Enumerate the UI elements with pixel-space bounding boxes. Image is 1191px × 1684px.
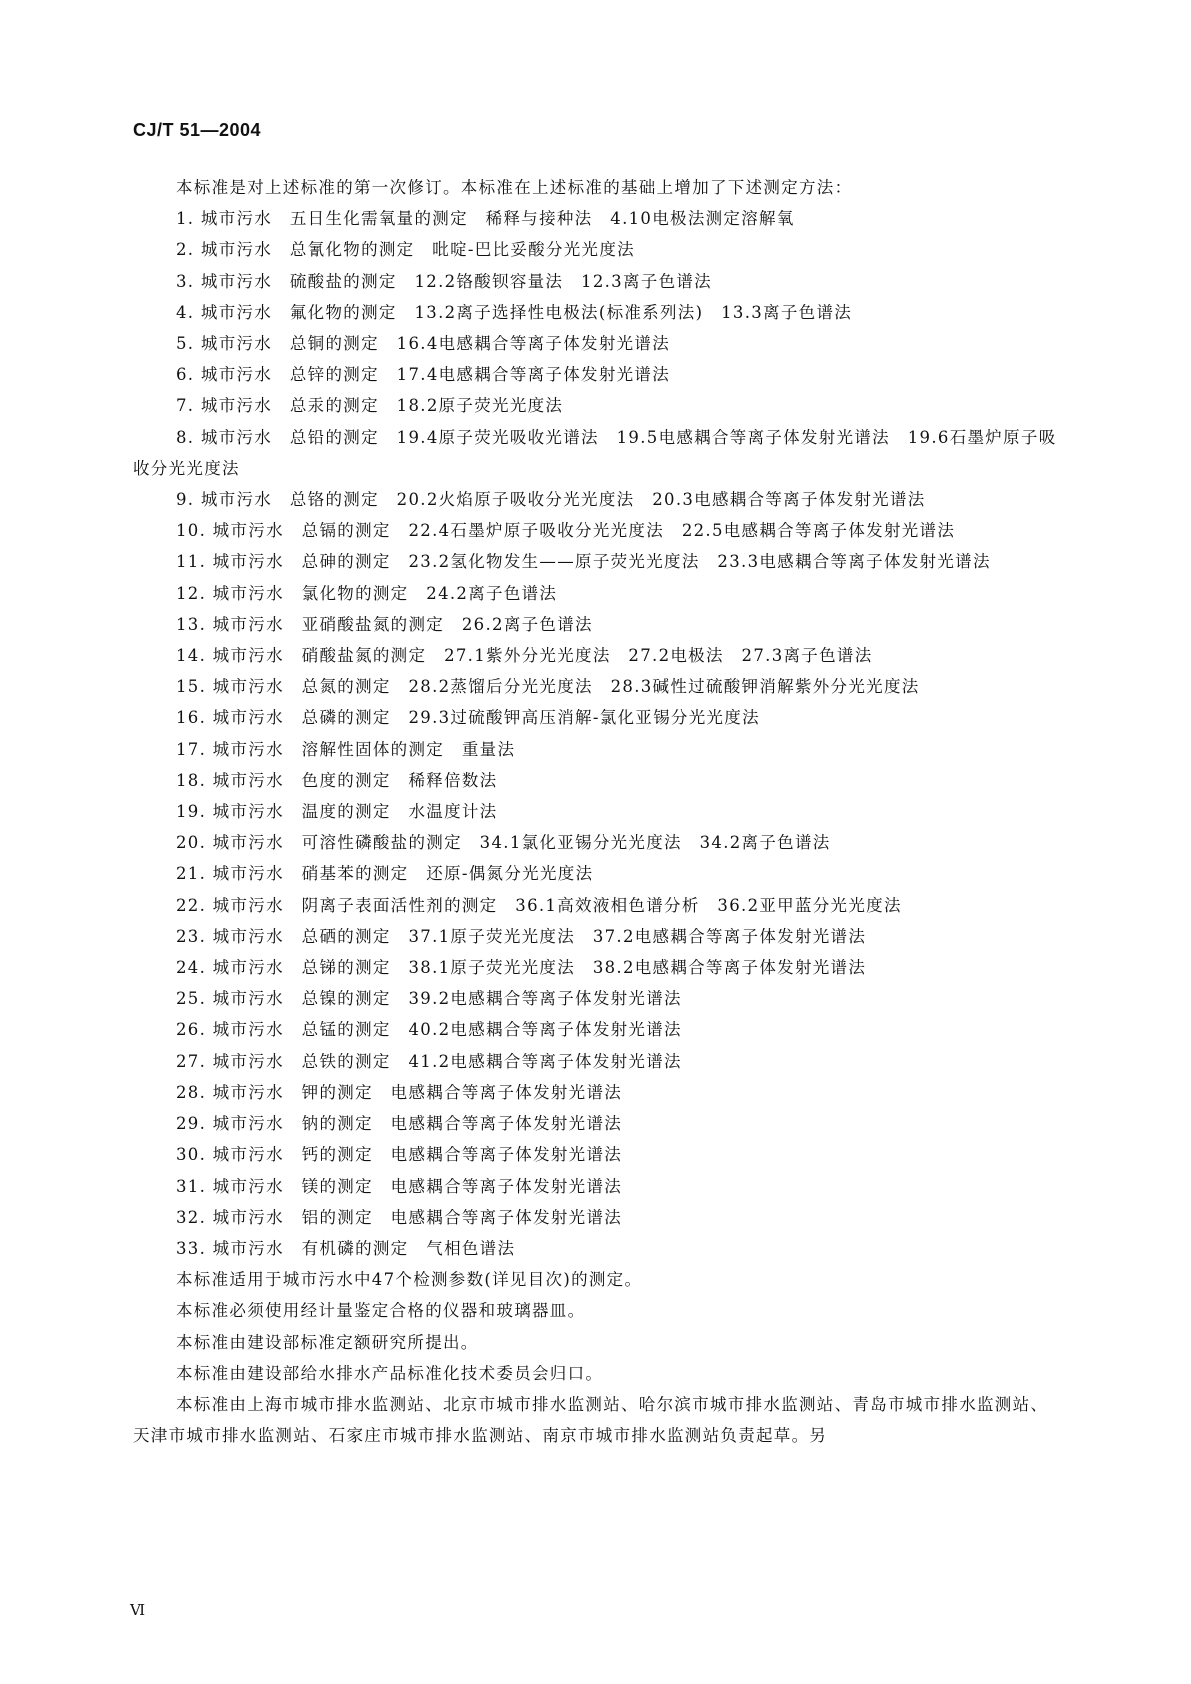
method-item: 31. 城市污水 镁的测定 电感耦合等离子体发射光谱法 xyxy=(176,1176,623,1196)
method-item: 33. 城市污水 有机磷的测定 气相色谱法 xyxy=(176,1238,516,1258)
method-item: 2. 城市污水 总氰化物的测定 吡啶-巴比妥酸分光光度法 xyxy=(176,240,635,260)
closing-paragraph: 本标准由建设部给水排水产品标准化技术委员会归口。 xyxy=(176,1363,604,1383)
method-item: 3. 城市污水 硫酸盐的测定 12.2铬酸钡容量法 12.3离子色谱法 xyxy=(176,271,712,291)
standard-code: CJ/T 51—2004 xyxy=(133,120,262,140)
intro-paragraph: 本标准是对上述标准的第一次修订。本标准在上述标准的基础上增加了下述测定方法： xyxy=(176,178,853,197)
method-item: 27. 城市污水 总铁的测定 41.2电感耦合等离子体发射光谱法 xyxy=(176,1051,682,1071)
closing-paragraph: 本标准必须使用经计量鉴定合格的仪器和玻璃器皿。 xyxy=(176,1301,586,1321)
method-item: 24. 城市污水 总锑的测定 38.1原子荧光光度法 38.2电感耦合等离子体发射光谱法 xyxy=(176,958,867,978)
method-item: 22. 城市污水 阴离子表面活性剂的测定 36.1高效液相色谱分析 36.2亚甲蓝分光光度法 xyxy=(176,895,902,915)
method-item: 5. 城市污水 总铜的测定 16.4电感耦合等离子体发射光谱法 xyxy=(176,334,671,354)
method-item: 9. 城市污水 总铬的测定 20.2火焰原子吸收分光光度法 20.3电感耦合等离子体发射光谱法 xyxy=(176,490,926,510)
method-item: 25. 城市污水 总镍的测定 39.2电感耦合等离子体发射光谱法 xyxy=(176,989,682,1009)
closing-paragraph: 本标准由建设部标准定额研究所提出。 xyxy=(176,1332,479,1352)
method-item: 14. 城市污水 硝酸盐氮的测定 27.1紫外分光光度法 27.2电极法 27.3离子色谱法 xyxy=(176,646,873,666)
method-item: 30. 城市污水 钙的测定 电感耦合等离子体发射光谱法 xyxy=(176,1145,623,1165)
method-item: 12. 城市污水 氯化物的测定 24.2离子色谱法 xyxy=(176,583,558,603)
method-list xyxy=(133,203,1057,1264)
method-item: 10. 城市污水 总镉的测定 22.4石墨炉原子吸收分光光度法 22.5电感耦合等离子体发射光谱法 xyxy=(176,521,956,541)
method-item: 20. 城市污水 可溶性磷酸盐的测定 34.1氯化亚锡分光光度法 34.2离子色谱法 xyxy=(176,833,831,853)
page-number: Ⅵ xyxy=(130,1601,147,1619)
method-item: 11. 城市污水 总砷的测定 23.2氢化物发生——原子荧光光度法 23.3电感耦合等离子体发射光谱法 xyxy=(176,552,991,572)
method-item: 21. 城市污水 硝基苯的测定 还原-偶氮分光光度法 xyxy=(176,864,594,884)
method-item: 15. 城市污水 总氮的测定 28.2蒸馏后分光光度法 28.3碱性过硫酸钾消解紫外分光光度法 xyxy=(176,677,920,697)
method-item: 17. 城市污水 溶解性固体的测定 重量法 xyxy=(176,739,516,759)
method-item: 26. 城市污水 总锰的测定 40.2电感耦合等离子体发射光谱法 xyxy=(176,1020,682,1040)
method-item: 16. 城市污水 总磷的测定 29.3过硫酸钾高压消解-氯化亚锡分光光度法 xyxy=(176,708,760,728)
method-item: 13. 城市污水 亚硝酸盐氮的测定 26.2离子色谱法 xyxy=(176,614,593,634)
method-item: 6. 城市污水 总锌的测定 17.4电感耦合等离子体发射光谱法 xyxy=(176,365,671,385)
closing-paragraphs xyxy=(133,1264,1057,1451)
method-item: 4. 城市污水 氟化物的测定 13.2离子选择性电极法(标准系列法) 13.3离子色谱法 xyxy=(176,302,853,322)
method-item: 29. 城市污水 钠的测定 电感耦合等离子体发射光谱法 xyxy=(176,1114,623,1134)
method-item: 32. 城市污水 铝的测定 电感耦合等离子体发射光谱法 xyxy=(176,1207,623,1227)
closing-paragraph: 本标准适用于城市污水中47个检测参数(详见目次)的测定。 xyxy=(176,1270,643,1290)
method-item: 28. 城市污水 钾的测定 电感耦合等离子体发射光谱法 xyxy=(176,1082,623,1102)
method-item: 23. 城市污水 总硒的测定 37.1原子荧光光度法 37.2电感耦合等离子体发射光谱法 xyxy=(176,926,867,946)
method-item: 8. 城市污水 总铅的测定 19.4原子荧光吸收光谱法 19.5电感耦合等离子体发射光谱法 19.6石墨炉原子吸收分光光度法 xyxy=(133,427,1057,478)
method-item: 19. 城市污水 温度的测定 水温度计法 xyxy=(176,802,498,822)
closing-paragraph: 本标准由上海市城市排水监测站、北京市城市排水监测站、哈尔滨市城市排水监测站、青岛市城市排水监测站、天津市城市排水监测站、石家庄市城市排水监测站、南京市城市排水监测站负责起草。另 xyxy=(133,1394,1049,1446)
method-item: 18. 城市污水 色度的测定 稀释倍数法 xyxy=(176,770,498,790)
method-item: 1. 城市污水 五日生化需氧量的测定 稀释与接种法 4.10电极法测定溶解氧 xyxy=(176,209,795,229)
document-body xyxy=(133,172,1057,1451)
method-item: 7. 城市污水 总汞的测定 18.2原子荧光光度法 xyxy=(176,396,564,416)
